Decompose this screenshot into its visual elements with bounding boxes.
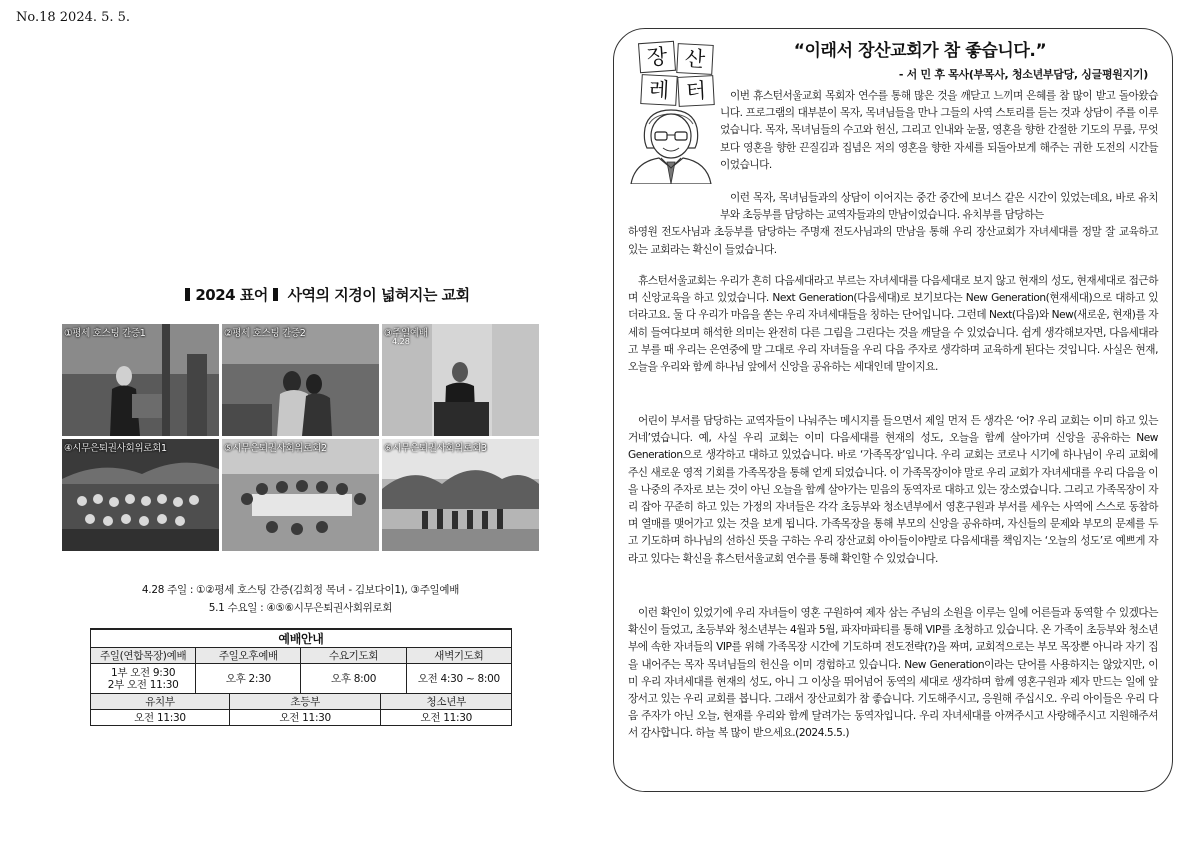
- photo-caption-4: ④시무은퇴권사회위로회1: [64, 443, 167, 454]
- motto-bar-right: [273, 288, 278, 301]
- letter-author: - 서 민 후 목사(부목사, 청소년부담당, 싱글평원지기): [898, 68, 1148, 81]
- letter-paragraph-1: 이번 휴스턴서울교회 목회자 연수를 통해 많은 것을 깨닫고 느끼며 은혜를 참 많이 받고 돌아왔습니다. 프로그램의 대부분이 목자, 목녀님들을 만나 그들의 사역 스토리를 듣는 것과 상담이 주를 이루었습니다. 목자, 목녀님들의 수고와 헌신, 그리고 인내와 눈물, 영혼을 향한 간절한 기도의 무릎, 무엇보다 영혼을 향한 끈질김과 집념은 저의 영혼을 향한 자세를 되돌아보게 해주는 귀한 도전의 시간들이었습니다.: [720, 90, 1158, 171]
- photo-retired-elders-3-image: [382, 439, 539, 551]
- photo-caption-2: ②평세 호스팅 간증2: [224, 328, 306, 339]
- photo-caption-3-date: 4.28: [392, 337, 410, 346]
- tile-2: 산: [676, 43, 714, 75]
- event-line-1: 4.28 주일 : ①②평세 호스팅 간증(김희정 목녀 - 김보다이1), ③주일예배: [141, 584, 460, 596]
- worship-sunday-time-2: 2부 오전 11:30: [107, 678, 179, 691]
- dept-time-youth: 오전 11:30: [381, 710, 512, 726]
- pastor-portrait-illustration: [625, 106, 717, 184]
- worship-header-sunday: 주일(연합목장)예배: [91, 648, 196, 664]
- worship-sunday-times: [91, 664, 196, 694]
- worship-afternoon-time: 오후 2:30: [196, 664, 301, 694]
- photo-retired-elders-1-image: [62, 439, 219, 551]
- letter-paragraph-3: 휴스턴서울교회는 우리가 흔히 다음세대라고 부르는 자녀세대를 다음세대로 보지 않고 현재의 성도, 현재세대로 접근하며 신앙교육을 하고 있었습니다. Next Generation(다음세대)로 보기보다는 New Generation(현재세대)으로 대하고 있더라고요. 둘 다 우리가 마음을 쏟는 우리 자녀세대들을 칭하는 단어입니다. 그런데 Next(다음)와 New(새로운, 현재)를 자세히 들여다보며 해석한 의미는 완전히 다른 그림을 그린다는 것을 깨달을 수 있었습니다. 쉽게 생각해보자면, 다음세대라고 부를 때 우리는 은연중에 말 그대로 우리 자녀들을 우리 다음 주자로 생각하며 교육하게 된다는 것입니다. 사실은 현재, 오늘을 우리와 함께 하나님 앞에서 신앙을 공유하는 세대인데 말이지요.: [628, 275, 1158, 374]
- event-line-2: 5.1 수요일 : ④⑤⑥시무은퇴권사회위로회: [208, 602, 393, 614]
- photo-retired-elders-3: [382, 439, 539, 551]
- photo-caption-6: ⑥시무은퇴권사회위로회3: [384, 443, 487, 454]
- worship-header-dawn: 새벽기도회: [406, 648, 511, 664]
- photo-testimony-2: [222, 324, 379, 436]
- worship-schedule-table: [90, 628, 512, 726]
- photo-sunday-worship: [382, 324, 539, 436]
- tile-3: 레: [640, 74, 678, 106]
- photo-caption-1: ①평세 호스팅 간증1: [64, 328, 146, 339]
- letter-paragraph-2-start: 이런 목자, 목녀님들과의 상담이 이어지는 중간 중간에 보너스 같은 시간이 있었는데요, 바로 유치부와 초등부를 담당하는 교역자들과의 만남이었습니다. 유치부를 담당하는: [720, 192, 1158, 222]
- motto-prefix: 2024 표어: [195, 286, 268, 304]
- letter-paragraph-4: 어린이 부서를 담당하는 교역자들이 나눠주는 메시지를 들으면서 제일 먼저 든 생각은 ‘어? 우리 교회는 이미 하고 있는 거네’였습니다. 예, 사실 우리 교회는 이미 다음세대를 현재의 성도, 오늘을 함께 살아가며 신앙을 공유하는 New Generation으로 생각하고 대하고 있었습니다. 바로 ‘가족목장’입니다. 우리 교회는 코로나 시기에 하나님이 우리 교회에 주신 새로운 영적 기회를 가족목장을 통해 얻게 되었습니다. 이 가족목장이야 말로 우리 교회가 자녀세대를 우리 다음을 이을 나중의 주자로 보는 것이 아닌 오늘을 함께 살아가는 믿음의 동역자로 대하고 있는 장소였습니다. 그리고 가족목장이 자리 잡아 꾸준히 하고 있는 가정의 자녀들은 각각 초등부와 청소년부에서 영혼구원과 부서를 세우는 사역에 스스로 동참하며 열매를 맺어가고 있는 것을 보게 됩니다. 가족목장을 통해 부모의 신앙을 공유하며, 자신들의 문제와 부모의 문제를 두고 기도하며 하나님의 선하신 뜻을 구하는 우리 장산교회 아이들이야말로 다음세대를 책임지는 ‘오늘의 성도’로 예쁘게 자라고 있다는 확신을 휴스턴서울교회 연수를 통해 확인할 수 있었습니다.: [628, 415, 1158, 565]
- worship-sunday-time-1: 1부 오전 9:30: [110, 666, 176, 679]
- worship-title: 예배안내: [91, 629, 512, 648]
- photo-retired-elders-2-image: [222, 439, 379, 551]
- dept-header-kindergarten: 유치부: [91, 694, 230, 710]
- dept-header-youth: 청소년부: [381, 694, 512, 710]
- letter-title: “이래서 장산교회가 참 좋습니다.”: [793, 41, 1047, 61]
- dept-time-elementary: 오전 11:30: [229, 710, 381, 726]
- photo-testimony-1: [62, 324, 219, 436]
- dept-header-elementary: 초등부: [229, 694, 381, 710]
- photo-testimony-2-image: [222, 324, 379, 436]
- worship-header-afternoon: 주일오후예배: [196, 648, 301, 664]
- tile-4: 터: [677, 75, 715, 107]
- dept-time-kindergarten: 오전 11:30: [91, 710, 230, 726]
- worship-dawn-time: 오전 4:30 ~ 8:00: [406, 664, 511, 694]
- issue-number: No.18 2024. 5. 5.: [16, 10, 131, 25]
- letter-paragraph-2: [628, 190, 1158, 259]
- photo-retired-elders-2: [222, 439, 379, 551]
- letter-paragraph-5: 이런 확인이 있었기에 우리 자녀들이 영혼 구원하여 제자 삼는 주님의 소원을 이루는 일에 어른들과 동역할 수 있겠다는 확신이 들었고, 초등부와 청소년부는 4월과 5월, 파자마파티를 통해 VIP를 초청하고 있습니다. 온 가족이 초등부와 청소년부에 속한 자녀들의 VIP를 위해 가족목장 시간에 기도하며 전도전략(?)을 짜며, 교회적으로는 부모 목장뿐 아니라 자기 집을 내어주는 목자 목녀님들의 헌신을 이미 경험하고 있습니다. New Generation이라는 단어를 사용하지는 않았지만, 이미 우리 자녀세대를 현재의 성도, 아니 그 이상을 뛰어넘어 동역의 세대로 생각하며 함께 영혼구원과 제자 만드는 일에 앞장서고 있는 우리 교회를 봅니다. 그래서 장산교회가 참 좋습니다. 기도해주시고, 응원해 주십시오. 우리 아이들은 우리 다음 주자가 아닌 오늘, 현재를 우리와 함께 달려가는 동역자입니다. 우리 자녀세대를 아껴주시고 사랑해주시고 지원해주셔서 감사합니다. 하늘 복 많이 받으세요.(2024.5.5.): [628, 607, 1158, 740]
- letter-paragraph-2-rest: 하영원 전도사님과 초등부를 담당하는 주명재 전도사님과의 만남을 통해 우리 장산교회가 자녀세대를 정말 잘 교육하고 있는 교회라는 확신이 들었습니다.: [628, 226, 1158, 256]
- photo-grid: [62, 324, 539, 554]
- motto-text: 사역의 지경이 넓혀지는 교회: [287, 286, 470, 304]
- photo-retired-elders-1: [62, 439, 219, 551]
- year-motto: [60, 284, 590, 305]
- motto-bar-left: [185, 288, 190, 301]
- photo-testimony-1-image: [62, 324, 219, 436]
- worship-header-wednesday: 수요기도회: [301, 648, 406, 664]
- tile-1: 장: [638, 41, 676, 73]
- worship-wednesday-time: 오후 8:00: [301, 664, 406, 694]
- photo-caption-3: ③주일예배: [384, 328, 428, 339]
- photo-caption-5: ⑤시무은퇴권사회위로회2: [224, 443, 327, 454]
